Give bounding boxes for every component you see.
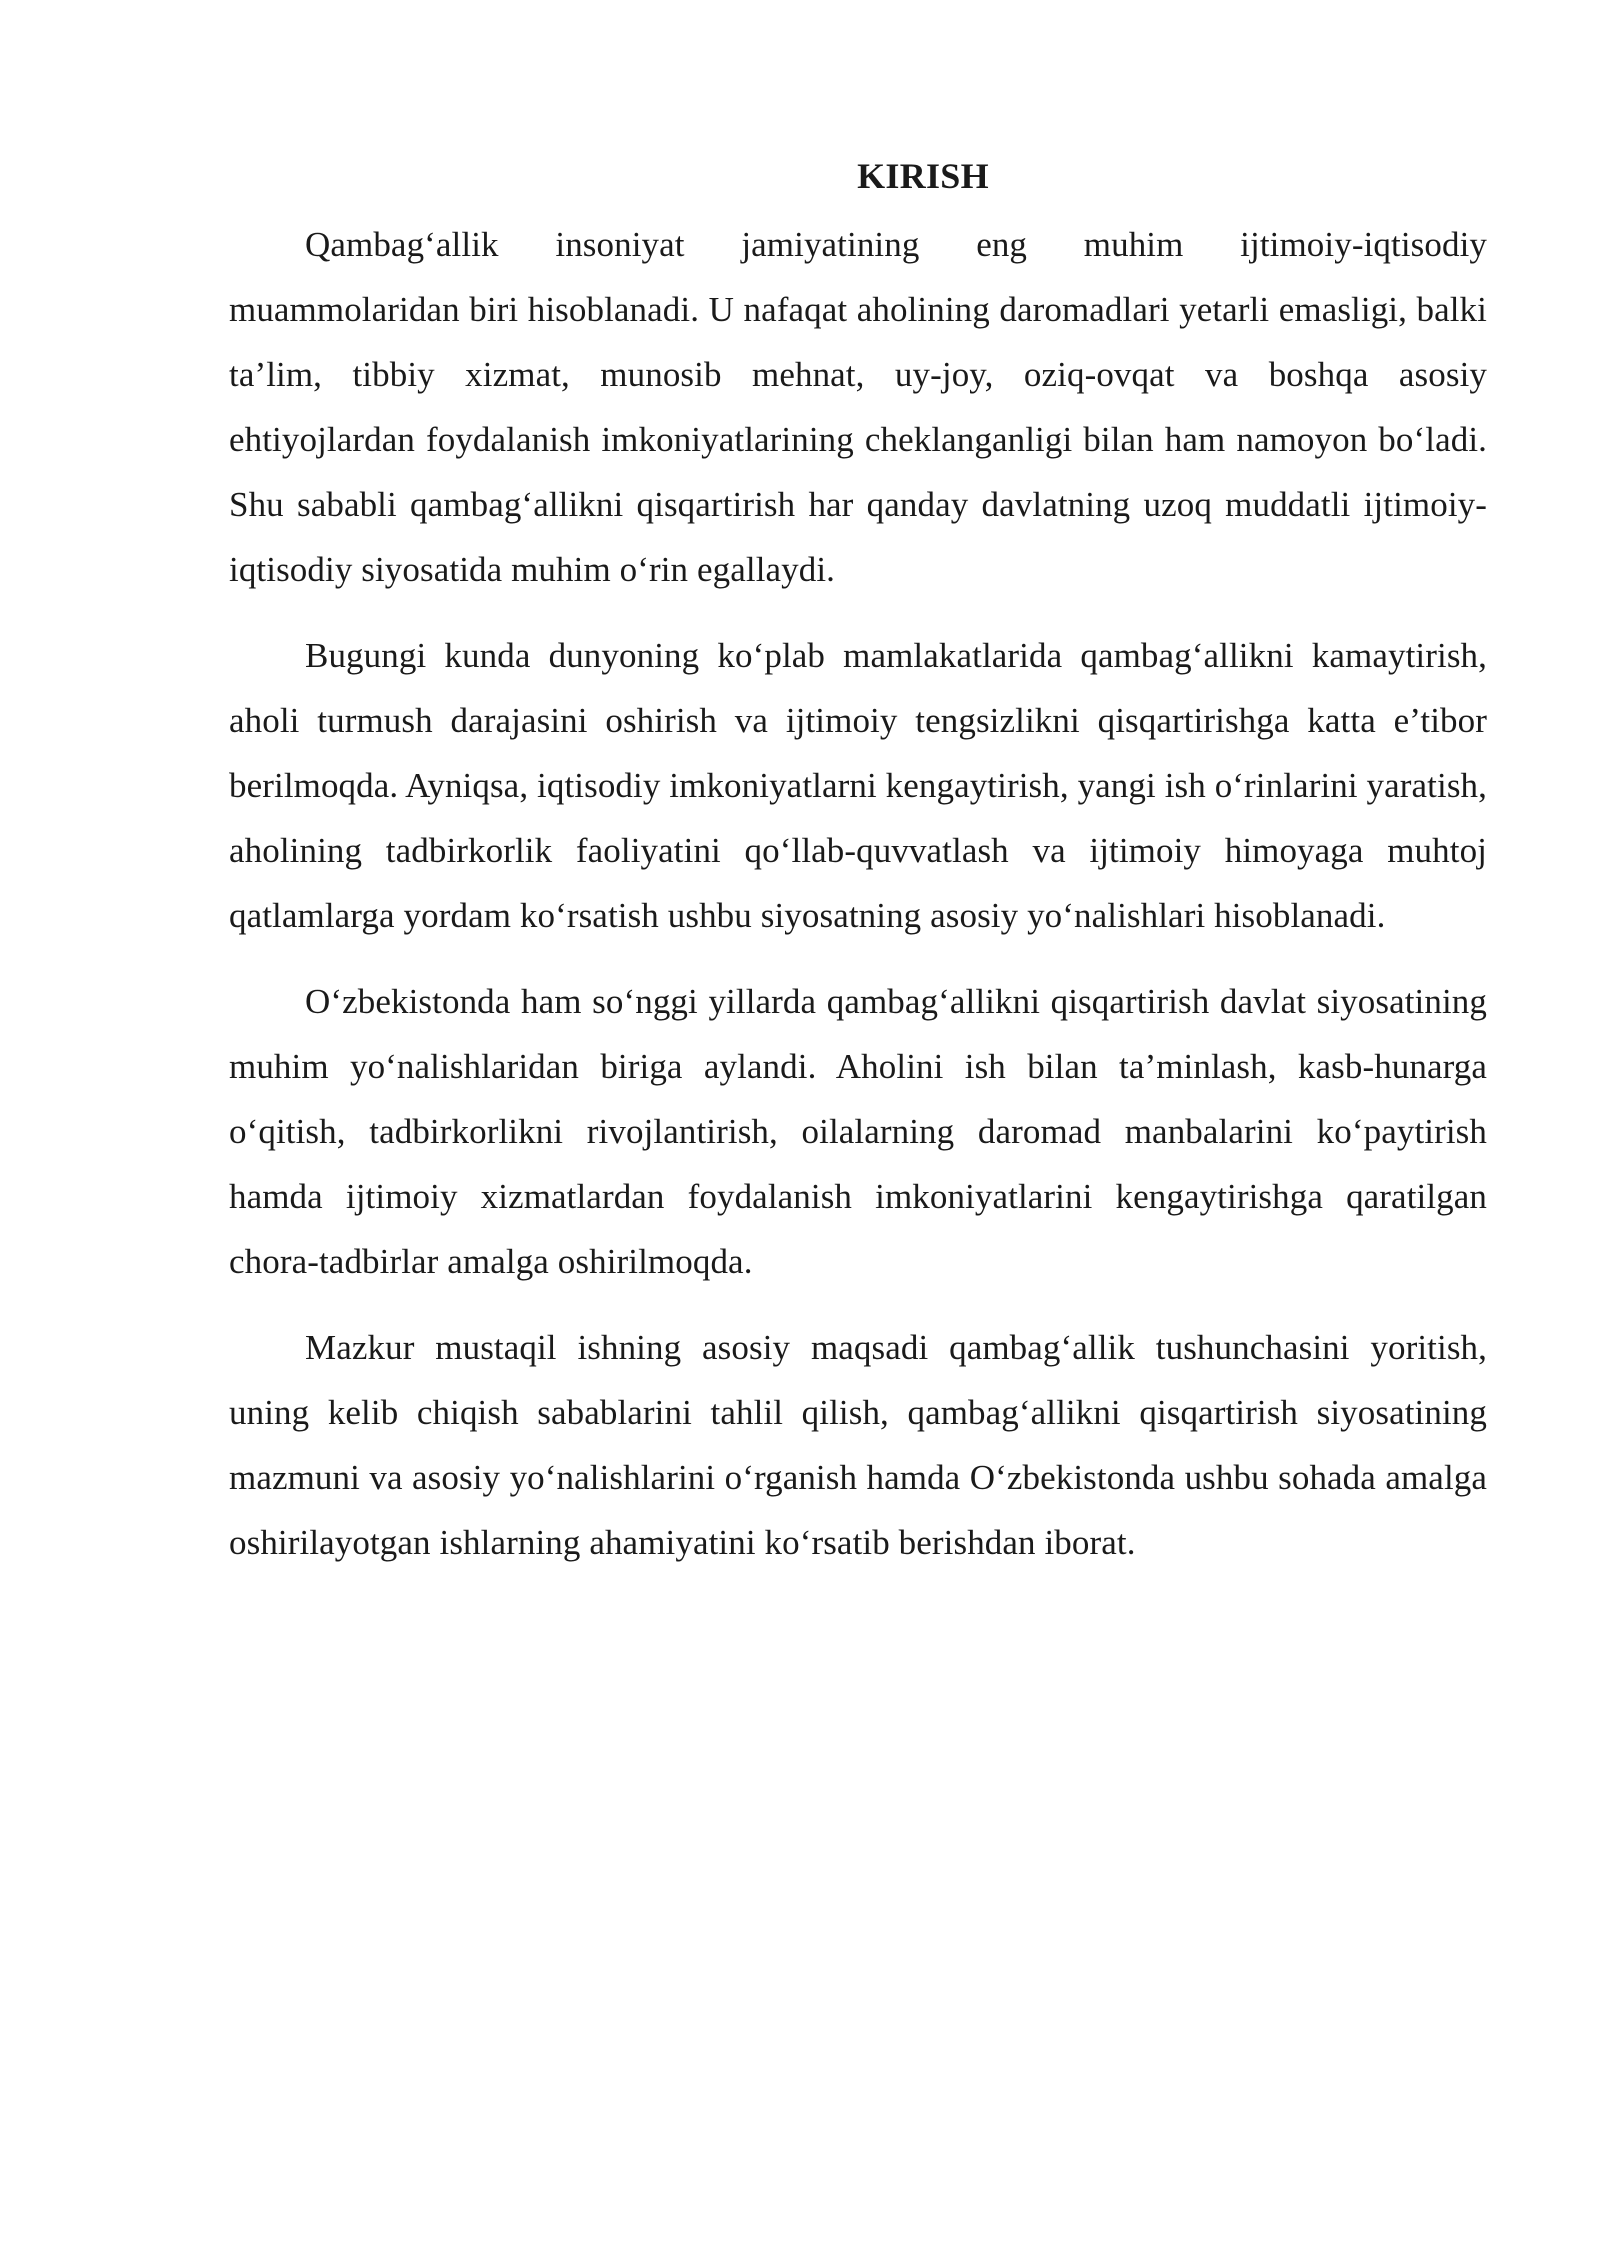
section-title: KIRISH	[857, 156, 989, 196]
paragraph-1: Qambag‘allik insoniyat jamiyatining eng muhim ijtimoiy-iqtisodiy muammolaridan biri hisoblanadi. U nafaqat aholining daromadlari yetarli emasligi, balki ta’lim, tibbiy xizmat, munosib mehnat, uy-joy, oziq-ovqat va boshqa asosiy ehtiyojlardan foydalanish imkoniyatlarining cheklanganligi bilan ham namoyon bo‘ladi. Shu sababli qambag‘allikni qisqartirish har qanday davlatning uzoq muddatli ijtimoiy-iqtisodiy siyosatida muhim o‘rin egallaydi.	[229, 225, 1487, 589]
paragraph-3: O‘zbekistonda ham so‘nggi yillarda qambag‘allikni qisqartirish davlat siyosatining muhim yo‘nalishlaridan biriga aylandi. Aholini ish bilan ta’minlash, kasb-hunarga o‘qitish, tadbirkorlikni rivojlantirish, oilalarning daromad manbalarini ko‘paytirish hamda ijtimoiy xizmatlardan foydalanish imkoniyatlarini kengaytirishga qaratilgan chora-tadbirlar amalga oshirilmoqda.	[229, 982, 1487, 1281]
paragraph-4: Mazkur mustaqil ishning asosiy maqsadi qambag‘allik tushunchasini yoritish, uning kelib chiqish sabablarini tahlil qilish, qambag‘allikni qisqartirish siyosatining mazmuni va asosiy yo‘nalishlarini o‘rganish hamda O‘zbekistonda ushbu sohada amalga oshirilayotgan ishlarning ahamiyatini ko‘rsatib berishdan iborat.	[229, 1328, 1487, 1562]
document-body	[229, 150, 1487, 1596]
paragraph-2: Bugungi kunda dunyoning ko‘plab mamlakatlarida qambag‘allikni kamaytirish, aholi turmush darajasini oshirish va ijtimoiy tengsizlikni qisqartirishga katta e’tibor berilmoqda. Ayniqsa, iqtisodiy imkoniyatlarni kengaytirish, yangi ish o‘rinlarini yaratish, aholining tadbirkorlik faoliyatini qo‘llab-quvvatlash va ijtimoiy himoyaga muhtoj qatlamlarga yordam ko‘rsatish ushbu siyosatning asosiy yo‘nalishlari hisoblanadi.	[229, 636, 1487, 935]
